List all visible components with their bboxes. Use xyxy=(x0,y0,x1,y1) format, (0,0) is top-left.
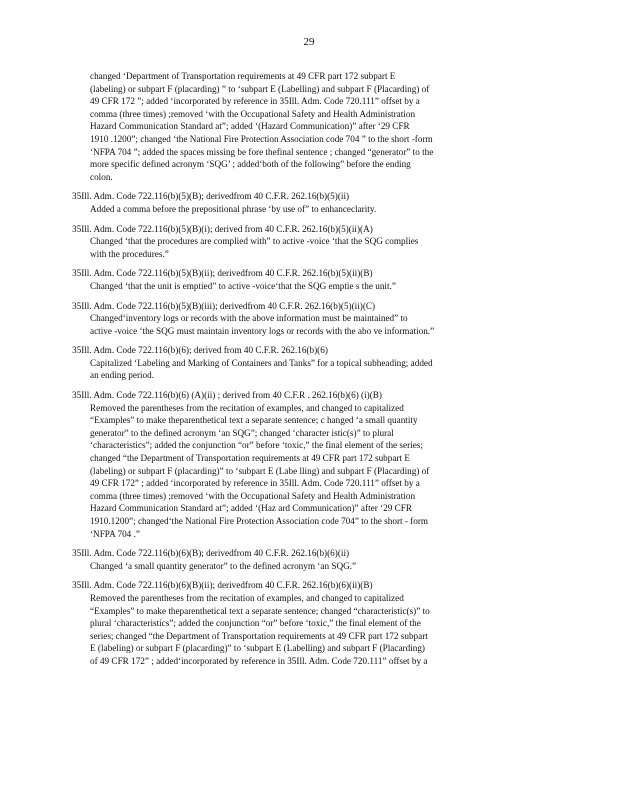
entry-text-line: (labeling) or subpart F (placarding)” to ‘subpart E (Labe lling) and subpart F (Placarding) of xyxy=(90,465,430,476)
citation-line xyxy=(72,579,537,592)
entry-text-line: changed “the Department of Transportation requirements at 49 CFR part 172 subpart E xyxy=(90,453,410,464)
citation-line xyxy=(72,267,537,280)
intro-line: 1910 .1200”; changed ‘the National Fire Protection Association code 704 ” to the short -form xyxy=(90,133,433,144)
entry-text-line: plural ‘characteristics”; added the conjunction “or” before ‘toxic,” the final element of the xyxy=(90,618,421,629)
entry-text-line: with the procedures.” xyxy=(90,248,169,259)
citation-line xyxy=(72,300,537,313)
entry-text-line: Changed ‘that the unit is emptied” to active -voice‘that the SQG emptie s the unit.” xyxy=(90,280,396,291)
entry-text-line: ‘characteristics”; added the conjunction “or” before ‘toxic,” the final element of the series; xyxy=(90,440,423,451)
citation-line xyxy=(72,389,537,402)
citation-text: 35Ill. Adm. Code 722.116(b)(6) (A)(ii) ; derived from 40 C.F.R . 262.16(b)(6) (i)(B) xyxy=(72,390,382,401)
amendment-entry xyxy=(72,389,537,540)
entry-text-line: Added a comma before the prepositional phrase ‘by use of” to enhanceclarity. xyxy=(90,203,377,214)
entry-text-line: generator” to the defined acronym ‘an SQG”; changed ‘character istic(s)” to plural xyxy=(90,427,394,438)
citation-line xyxy=(72,223,537,236)
amendment-entry xyxy=(72,547,537,572)
citation-line xyxy=(72,190,537,203)
entry-text-line: “Examples” to make theparenthetical text a separate sentence; changed “characteristic(s)” to xyxy=(90,605,430,616)
intro-line: ‘NFPA 704 ”; added the spaces missing be fore thefinal sentence ; changed “generator” to the xyxy=(90,146,434,157)
entry-text-line: Removed the parentheses from the recitation of examples, and changed to capitalized xyxy=(90,592,404,603)
intro-line: comma (three times) ;removed ‘with the Occupational Safety and Health Administration xyxy=(90,108,416,119)
amendment-entry xyxy=(72,190,537,215)
citation-text: 35Ill. Adm. Code 722.116(b)(6)(B)(ii); derivedfrom 40 C.F.R. 262.16(b)(6)(ii)(B) xyxy=(72,579,373,592)
intro-line: changed ‘Department of Transportation requirements at 49 CFR part 172 subpart E xyxy=(90,71,396,81)
intro-paragraph xyxy=(72,70,537,183)
amendment-entry xyxy=(72,579,537,667)
entry-text-line: Changed ‘that the procedures are complied with” to active -voice ‘that the SQG complies xyxy=(90,236,419,247)
amendment-entry xyxy=(72,223,537,261)
intro-line: 49 CFR 172 ”; added ‘incorporated by reference in 35Ill. Adm. Code 720.111” offset by a xyxy=(90,96,420,107)
entry-text-line: Changed ‘a small quantity generator” to the defined acronym ‘an SQG.” xyxy=(90,560,357,571)
entry-text-line: of 49 CFR 172” ; added‘incorporated by reference in 35Ill. Adm. Code 720.111” offset by a xyxy=(90,655,428,666)
citation-text: 35Ill. Adm. Code 722.116(b)(6)(B); derivedfrom 40 C.F.R. 262.16(b)(6)(ii) xyxy=(72,547,349,560)
amendment-entries xyxy=(72,190,537,667)
entry-text-line: E (labeling) or subpart F (placarding)” to ‘subpart E (Labelling) and subpart F (Placarding) xyxy=(90,643,425,654)
citation-line xyxy=(72,344,537,357)
citation-text: 35Ill. Adm. Code 722.116(b)(5)(B)(iii); derivedfrom 40 C.F.R. 262.16(b)(5)(ii)(C) xyxy=(72,300,375,313)
entry-text-line: Removed the parentheses from the recitation of examples, and changed to capitalized xyxy=(90,402,404,413)
citation-text: 35Ill. Adm. Code 722.116(b)(5)(B); derivedfrom 40 C.F.R. 262.16(b)(5)(ii) xyxy=(72,191,350,202)
citation-line xyxy=(72,547,537,560)
citation-text: 35Ill. Adm. Code 722.116(b)(6); derived from 40 C.F.R. 262.16(b)(6) xyxy=(72,345,328,356)
page-number: 29 xyxy=(303,36,315,48)
entry-text-line: active -voice ‘the SQG must maintain inventory logs or records with the abo ve information.” xyxy=(90,325,435,336)
entry-text-line: comma (three times) ;removed ‘with the Occupational Safety and Health Administration xyxy=(90,490,416,501)
entry-text-line: Hazard Communication Standard at”; added ‘(Haz ard Communication)” after ‘29 CFR xyxy=(90,503,412,514)
intro-line: more specific defined acronym ‘SQG’ ; added‘both of the following” before the ending xyxy=(90,159,411,170)
intro-line: (labeling) or subpart F (placarding) ” to ‘subpart E (Labelling) and subpart F (Placarding) of xyxy=(90,83,430,94)
intro-line: colon. xyxy=(90,171,113,182)
entry-text-line: 49 CFR 172” ; added ‘incorporated by reference in 35Ill. Adm. Code 720.111” offset by a xyxy=(90,478,420,489)
amendment-entry xyxy=(72,344,537,382)
entry-text-line: an ending period. xyxy=(90,370,155,381)
citation-text: 35Ill. Adm. Code 722.116(b)(5)(B)(ii); derivedfrom 40 C.F.R. 262.16(b)(5)(ii)(B) xyxy=(72,267,373,280)
citation-text: 35Ill. Adm. Code 722.116(b)(5)(B)(i); derived from 40 C.F.R. 262.16(b)(5)(ii)(A) xyxy=(72,223,373,234)
intro-line: Hazard Communication Standard at”; added ‘(Hazard Communication)” after ‘29 CFR xyxy=(90,121,410,132)
entry-text-line: ‘NFPA 704 .” xyxy=(90,528,140,539)
entry-text-line: 1910.1200”; changed‘the National Fire Protection Association code 704” to the short - form xyxy=(90,516,429,526)
page-body xyxy=(72,70,537,668)
entry-text-line: Capitalized ‘Labeling and Marking of Containers and Tanks” for a topical subheading; added xyxy=(90,357,433,368)
entry-text-line: “Examples” to make theparenthetical text a separate sentence; c hanged ‘a small quantity xyxy=(90,415,418,426)
amendment-entry xyxy=(72,267,537,292)
entry-text-line: Changed‘inventory logs or records with the above information must be maintained” to xyxy=(90,313,408,324)
entry-text-line: series; changed “the Department of Transportation requirements at 49 CFR part 172 subpart xyxy=(90,630,428,641)
amendment-entry xyxy=(72,300,537,338)
